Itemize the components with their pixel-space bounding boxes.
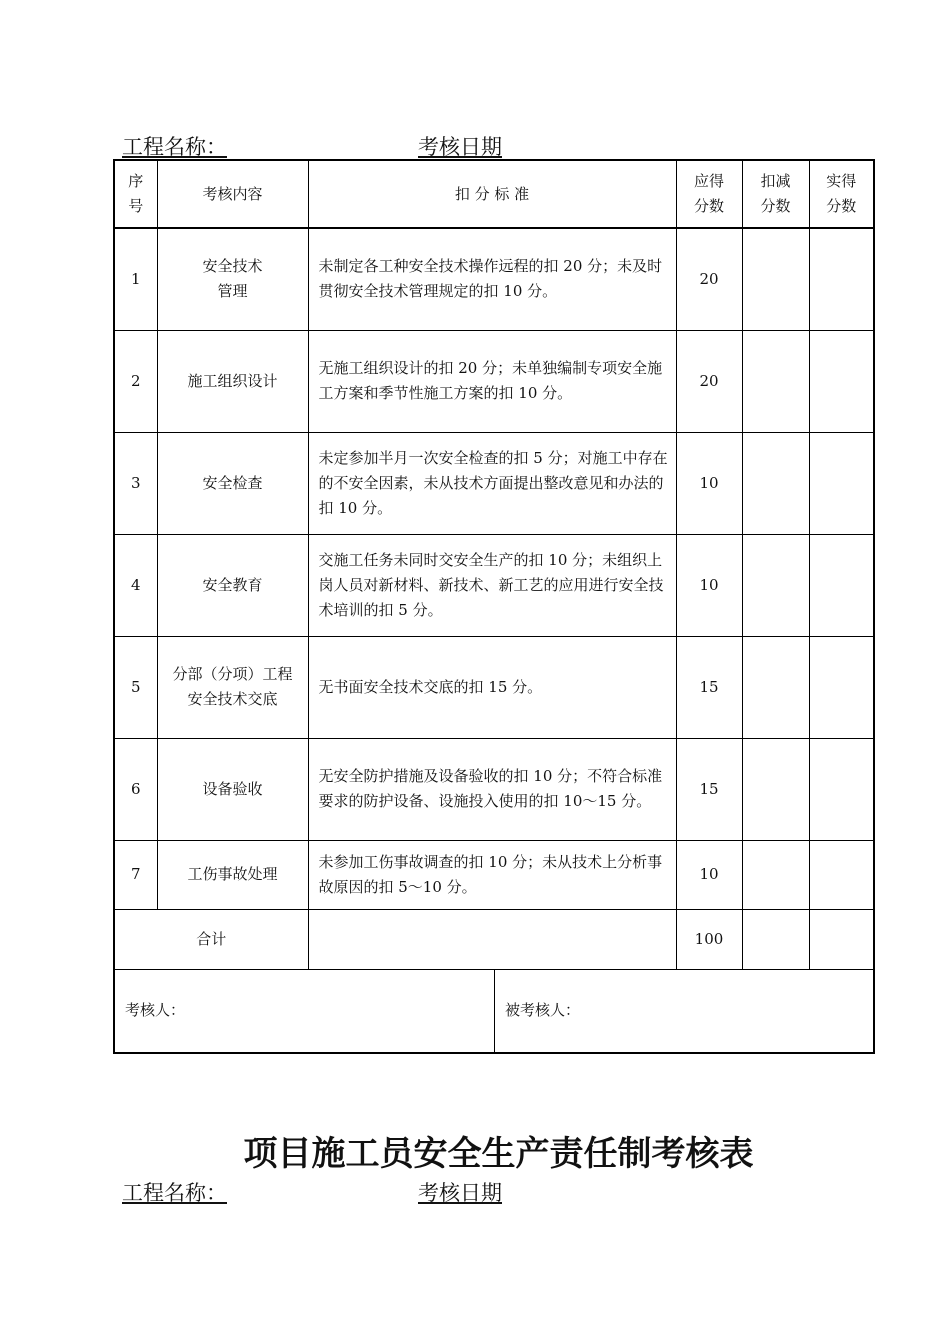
row-due-score: 10 [676,432,742,534]
row-content: 设备验收 [157,738,308,840]
row-deduct-score[interactable] [742,840,809,909]
assessor-field[interactable] [115,970,495,1052]
col-header-criteria: 扣 分 标 准 [308,160,676,228]
project-name-label: 工程名称： [122,135,227,159]
row-content: 分部（分项）工程 安全技术交底 [157,636,308,738]
row-criteria: 未参加工伤事故调查的扣 10 分；未从技术上分析事故原因的扣 5～10 分。 [308,840,676,909]
row-seq: 1 [114,228,157,330]
row-criteria: 无书面安全技术交底的扣 15 分。 [308,636,676,738]
table-row [114,840,874,909]
row-actual-score[interactable] [809,738,874,840]
row-actual-score[interactable] [809,840,874,909]
row-seq: 7 [114,840,157,909]
col-header-seq: 序 号 [114,160,157,228]
row-due-score: 20 [676,228,742,330]
row-due-score: 20 [676,330,742,432]
col-header-deduct: 扣减 分数 [742,160,809,228]
row-criteria: 交施工任务未同时交安全生产的扣 10 分；未组织上岗人员对新材料、新技术、新工艺的应用进行安全技术培训的扣 5 分。 [308,534,676,636]
table-row [114,432,874,534]
header-line [122,134,574,160]
row-content: 工伤事故处理 [157,840,308,909]
signature-cell [114,969,874,1053]
row-actual-score[interactable] [809,228,874,330]
row-actual-score[interactable] [809,330,874,432]
row-due-score: 15 [676,636,742,738]
row-criteria: 未制定各工种安全技术操作远程的扣 20 分；未及时贯彻安全技术管理规定的扣 10 分。 [308,228,676,330]
assessment-table [113,159,875,1054]
row-deduct-score[interactable] [742,228,809,330]
assessment-date-label: 考核日期 [418,135,502,159]
row-actual-score[interactable] [809,432,874,534]
row-criteria: 无安全防护措施及设备验收的扣 10 分；不符合标准要求的防护设备、设施投入使用的扣 10～15 分。 [308,738,676,840]
assessee-field[interactable] [495,970,873,1052]
row-seq: 5 [114,636,157,738]
row-content: 安全教育 [157,534,308,636]
next-form-header-line [122,1180,502,1206]
signature-row [114,969,874,1053]
row-content: 安全检查 [157,432,308,534]
total-due-score: 100 [676,909,742,969]
table-row [114,534,874,636]
total-row [114,909,874,969]
row-deduct-score[interactable] [742,432,809,534]
table-row [114,228,874,330]
row-content: 安全技术 管理 [157,228,308,330]
row-actual-score[interactable] [809,534,874,636]
row-seq: 3 [114,432,157,534]
row-due-score: 10 [676,534,742,636]
row-criteria: 无施工组织设计的扣 20 分；未单独编制专项安全施工方案和季节性施工方案的扣 10 分。 [308,330,676,432]
col-header-actual: 实得 分数 [809,160,874,228]
assessee-label: 被考核人： [505,1001,581,1019]
col-header-content: 考核内容 [157,160,308,228]
row-deduct-score[interactable] [742,636,809,738]
signature-wrap [115,970,873,1052]
total-label: 合计 [114,909,308,969]
row-deduct-score[interactable] [742,738,809,840]
assessor-label: 考核人： [125,1001,186,1019]
table-row [114,330,874,432]
row-criteria: 未定参加半月一次安全检查的扣 5 分；对施工中存在的不安全因素，未从技术方面提出整改意见和办法的扣 10 分。 [308,432,676,534]
next-form-title: 项目施工员安全生产责任制考核表 [243,1134,754,1174]
total-criteria [308,909,676,969]
col-header-due: 应得 分数 [676,160,742,228]
next-project-name-label: 工程名称： [122,1181,227,1205]
row-seq: 6 [114,738,157,840]
row-seq: 4 [114,534,157,636]
row-due-score: 10 [676,840,742,909]
total-actual-score[interactable] [809,909,874,969]
table-row [114,738,874,840]
row-deduct-score[interactable] [742,534,809,636]
row-seq: 2 [114,330,157,432]
row-actual-score[interactable] [809,636,874,738]
row-due-score: 15 [676,738,742,840]
next-assessment-date-label: 考核日期 [418,1181,502,1205]
row-content: 施工组织设计 [157,330,308,432]
table-row [114,636,874,738]
row-deduct-score[interactable] [742,330,809,432]
total-deduct-score[interactable] [742,909,809,969]
table-header-row [114,160,874,228]
